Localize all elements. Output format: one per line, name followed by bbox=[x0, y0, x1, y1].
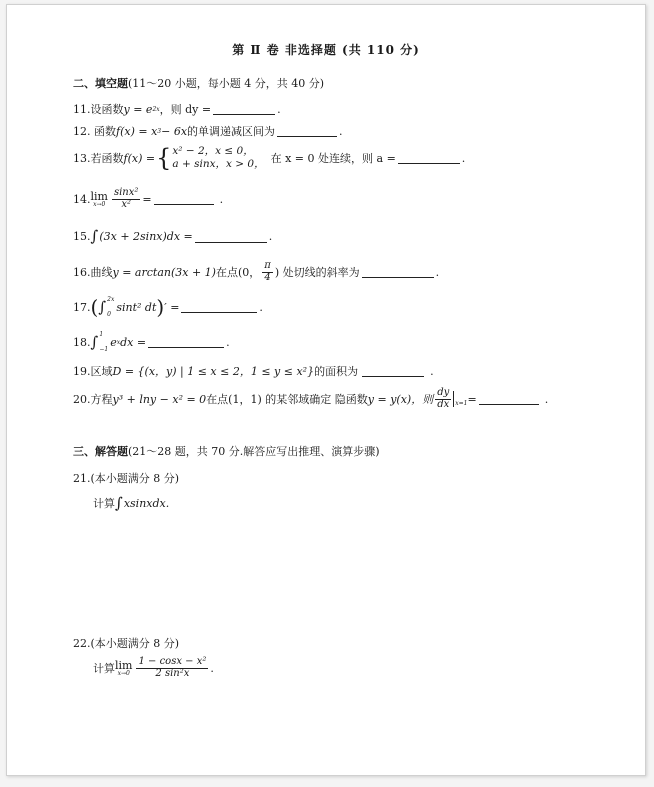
q13-end: . bbox=[461, 151, 466, 165]
question-22 bbox=[93, 657, 214, 679]
q11-text: ，则 dy = bbox=[159, 103, 212, 116]
q16-numerator: π bbox=[264, 260, 271, 271]
q20-end: . bbox=[544, 392, 549, 406]
q16-text-1: 在点(0， bbox=[215, 266, 261, 279]
q19-answer-blank[interactable] bbox=[362, 365, 424, 377]
q20-numerator: dy bbox=[437, 387, 450, 398]
q13-piecewise bbox=[155, 145, 265, 171]
q12-prefix: 12. 函数 bbox=[73, 125, 116, 138]
section-fill-in-label: 二、填空题 bbox=[73, 77, 128, 90]
q18-integral bbox=[91, 331, 111, 353]
left-brace-icon: { bbox=[156, 144, 172, 173]
page-title: 第 Ⅱ 卷 非选择题 (共 110 分) bbox=[232, 43, 420, 57]
q11-expression: y = e bbox=[123, 102, 153, 116]
q11-prefix: 11.设函数 bbox=[73, 103, 124, 116]
q19-end: . bbox=[430, 364, 434, 378]
q16-text-2: ) 处切线的斜率为 bbox=[274, 266, 360, 279]
exam-page bbox=[6, 4, 646, 776]
q16-answer-blank[interactable] bbox=[362, 266, 434, 278]
q22-limit bbox=[115, 660, 132, 677]
q12-end: . bbox=[339, 124, 343, 138]
q17-answer-blank[interactable] bbox=[181, 301, 257, 313]
q20-evaluation: x=1 bbox=[453, 391, 467, 407]
q20-prefix: 20.方程 bbox=[73, 393, 113, 406]
integral-sign-icon: ∫ bbox=[115, 493, 123, 512]
q16-curve: y = arctan(3x + 1) bbox=[112, 265, 216, 279]
q14-equals: = bbox=[142, 192, 152, 206]
q14-fraction bbox=[112, 188, 140, 210]
q17-integrand: sint² dt bbox=[116, 300, 157, 314]
q13-answer-blank[interactable] bbox=[398, 152, 460, 164]
q12-answer-blank[interactable] bbox=[277, 125, 337, 137]
q22-prefix: 计算 bbox=[93, 662, 115, 675]
question-22-heading: 22.(本小题满分 8 分) bbox=[73, 637, 180, 650]
question-21 bbox=[93, 495, 169, 511]
q13-function: f(x) = bbox=[123, 151, 156, 165]
q12-exponent: 3 bbox=[157, 127, 162, 135]
q17-end: . bbox=[259, 300, 263, 314]
q18-integrand: e bbox=[110, 335, 117, 349]
q14-end: . bbox=[219, 192, 224, 206]
q18-exponent: x bbox=[116, 338, 121, 346]
q18-end: . bbox=[226, 335, 230, 349]
q22-answer-area[interactable] bbox=[73, 695, 593, 765]
q18-integrand-tail: dx = bbox=[120, 335, 147, 349]
question-19 bbox=[73, 363, 434, 379]
integral-sign-icon: ∫ bbox=[90, 227, 99, 245]
q20-answer-blank[interactable] bbox=[479, 393, 539, 405]
q15-prefix: 15. bbox=[73, 230, 91, 243]
q13-text: 在 x = 0 处连续，则 a = bbox=[270, 152, 396, 166]
question-13 bbox=[73, 145, 465, 171]
q14-answer-blank[interactable] bbox=[154, 193, 214, 205]
q17-lower-limit: 0 bbox=[107, 311, 111, 318]
integral-sign-icon: ∫ bbox=[98, 297, 107, 316]
integral-sign-icon: ∫ bbox=[90, 332, 99, 351]
q21-answer-area[interactable] bbox=[73, 517, 593, 627]
q18-lower-limit: −1 bbox=[99, 346, 109, 353]
question-18 bbox=[73, 331, 230, 353]
q20-fraction bbox=[435, 388, 451, 410]
question-20 bbox=[73, 388, 548, 410]
q22-denominator: 2 sin²x bbox=[155, 667, 190, 679]
question-21-heading: 21.(本小题满分 8 分) bbox=[73, 472, 180, 485]
q22-fraction bbox=[136, 657, 208, 679]
q16-end: . bbox=[435, 265, 440, 279]
q14-lim-label: lim bbox=[90, 189, 108, 203]
q11-answer-blank[interactable] bbox=[213, 103, 275, 115]
question-17 bbox=[73, 296, 263, 318]
q16-prefix: 16.曲线 bbox=[73, 266, 113, 279]
q16-fraction bbox=[262, 261, 273, 283]
section-solve-label: 三、解答题 bbox=[73, 445, 128, 458]
section-fill-in-heading bbox=[73, 75, 324, 91]
question-15 bbox=[73, 229, 272, 244]
q17-upper-limit: 2x bbox=[107, 296, 115, 303]
q13-case-2: a + sinx，x > 0， bbox=[172, 158, 265, 171]
section-solve-note: (21～28 题，共 70 分.解答应写出推理、演算步骤) bbox=[128, 445, 380, 458]
section-solve-heading bbox=[73, 443, 380, 459]
section-fill-in-note: (11～20 小题，每小题 4 分，共 40 分) bbox=[128, 77, 325, 90]
q14-numerator: sinx² bbox=[113, 187, 139, 198]
q19-region: D = {(x，y) | 1 ≤ x ≤ 2，1 ≤ y ≤ x²} bbox=[112, 365, 315, 378]
question-11 bbox=[73, 101, 281, 117]
q14-denominator: x² bbox=[121, 198, 131, 210]
q17-integral bbox=[98, 296, 116, 318]
q13-case-1: x² − 2，x ≤ 0， bbox=[172, 145, 254, 157]
q12-expression-tail: − 6x bbox=[161, 124, 188, 138]
q15-integrand: (3x + 2sinx)dx = bbox=[99, 230, 193, 243]
q18-answer-blank[interactable] bbox=[148, 336, 224, 348]
q21-prefix: 计算 bbox=[93, 497, 115, 510]
q20-text: 在点(1，1) 的某邻域确定 隐函数 bbox=[206, 393, 368, 406]
q13-prefix: 13.若函数 bbox=[73, 152, 124, 166]
q20-equation: y³ + lny − x² = 0 bbox=[112, 392, 207, 406]
q15-end: . bbox=[268, 230, 273, 243]
q19-text: 的面积为 bbox=[314, 365, 359, 378]
q11-exponent: 2x bbox=[152, 105, 160, 113]
question-12 bbox=[73, 123, 343, 139]
q22-lim-label: lim bbox=[115, 658, 133, 672]
q22-end: . bbox=[210, 661, 214, 675]
q22-numerator: 1 − cosx − x² bbox=[138, 656, 207, 667]
q12-expression: f(x) = x bbox=[116, 124, 158, 138]
q12-text: 的单调递减区间为 bbox=[187, 125, 276, 138]
q19-prefix: 19.区域 bbox=[73, 365, 113, 378]
q21-integrand: xsinxdx. bbox=[123, 496, 170, 510]
left-paren-icon: ( bbox=[90, 295, 99, 319]
right-paren-icon: ) bbox=[156, 295, 165, 319]
q20-equals: = bbox=[467, 392, 477, 406]
q16-denominator: 4 bbox=[264, 271, 271, 283]
q22-lim-under: x→0 bbox=[117, 669, 130, 677]
question-14 bbox=[73, 188, 223, 210]
q17-prefix: 17. bbox=[73, 300, 91, 314]
q20-denominator: dx bbox=[437, 398, 450, 410]
q20-implicit-function: y = y(x)，则 bbox=[367, 393, 434, 406]
q11-end: . bbox=[277, 102, 281, 116]
q14-limit bbox=[91, 191, 108, 208]
q14-prefix: 14. bbox=[73, 192, 91, 206]
q18-prefix: 18. bbox=[73, 335, 91, 349]
q15-answer-blank[interactable] bbox=[195, 231, 267, 243]
question-16 bbox=[73, 261, 439, 283]
q17-derivative: ′ = bbox=[164, 300, 180, 314]
q18-upper-limit: 1 bbox=[99, 331, 104, 338]
q14-lim-under: x→0 bbox=[93, 200, 106, 208]
